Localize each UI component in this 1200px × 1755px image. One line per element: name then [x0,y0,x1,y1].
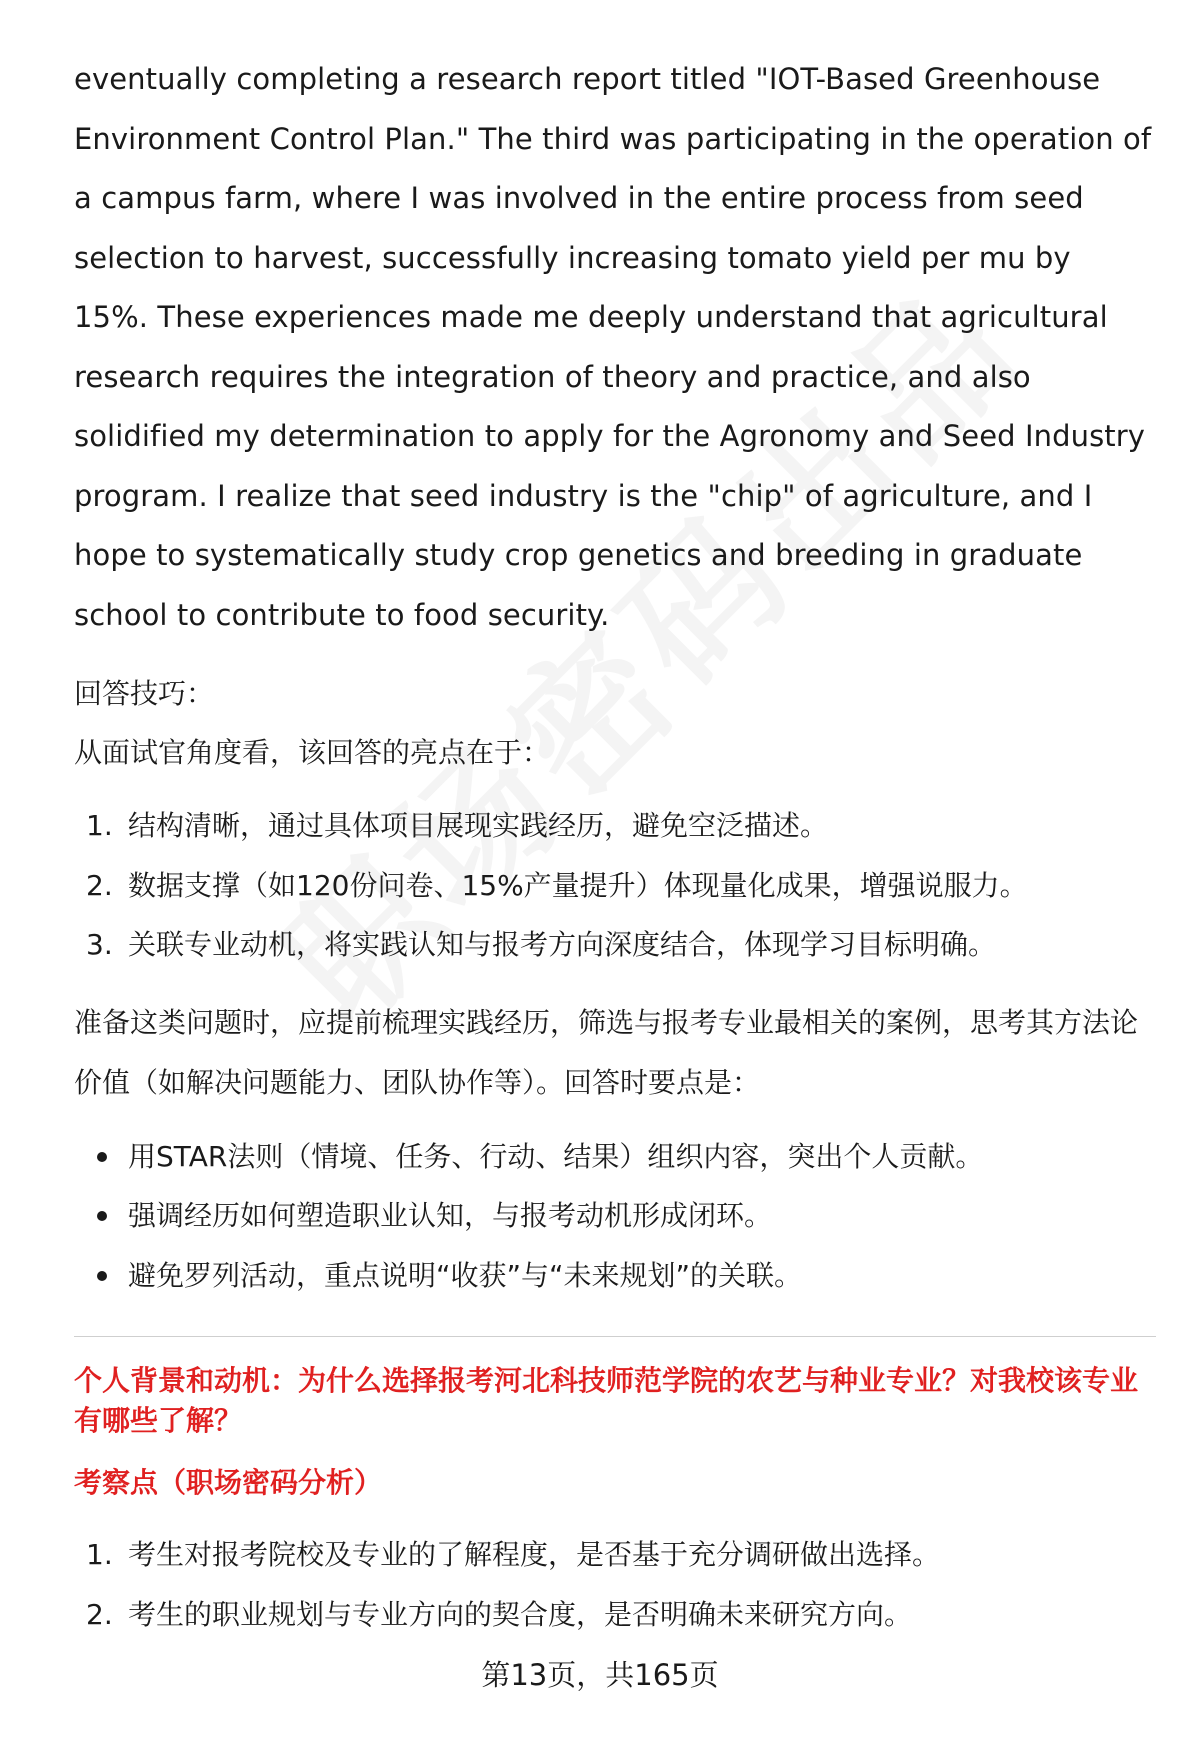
list-text: 结构清晰，通过具体项目展现实践经历，避免空泛描述。 [128,809,829,842]
list-number: 2. [86,1597,113,1631]
list-number: 3. [86,928,113,961]
list-item [74,1525,1154,1585]
answer-paragraph-continued: eventually completing a research report titled "IOT-Based Greenhouse Environment Control Plan." The third was participating in the operation of a campus farm, where I was involved in the entire process from seed selection to harvest, successfully increasing tomato yield per mu by 15%. These experiences made me deeply understand that agricultural research requires the integration of theory and practice, and also solidified my determination to apply for the Agronomy and Seed Industry program. I realize that seed industry is the "chip" of agriculture, and I hope to systematically study crop genetics and breeding in graduate school to contribute to food security. [74,62,1152,632]
list-item [74,1246,1154,1306]
bullet-icon [97,1211,107,1221]
page-number-footer: 第13页，共165页 [481,1658,719,1692]
section-divider [74,1336,1156,1337]
highlights-label: 从面试官角度看，该回答的亮点在于： [74,736,551,769]
list-item [74,1127,1154,1187]
list-text: 避免罗列活动，重点说明“收获”与“未来规划”的关联。 [128,1258,803,1292]
list-text: 考生对报考院校及专业的了解程度，是否基于充分调研做出选择。 [128,1538,941,1571]
exam-points-heading: 考察点（职场密码分析） [74,1466,383,1499]
list-item [74,796,1154,856]
key-points-list [74,1127,1154,1306]
tips-label: 回答技巧： [74,677,215,710]
list-text: 数据支撑（如120份问卷、15%产量提升）体现量化成果，增强说服力。 [128,868,1028,902]
list-text: 用STAR法则（情境、任务、行动、结果）组织内容，突出个人贡献。 [128,1139,984,1173]
list-number: 1. [86,1538,113,1571]
bullet-icon [97,1271,107,1281]
list-number: 1. [86,809,113,842]
list-text: 关联专业动机，将实践认知与报考方向深度结合，体现学习目标明确。 [128,928,997,961]
list-text: 考生的职业规划与专业方向的契合度，是否明确未来研究方向。 [128,1597,913,1631]
highlights-list [74,796,1154,975]
exam-points-list [74,1525,1154,1644]
list-number: 2. [86,868,113,902]
list-item [74,1186,1154,1246]
page-content [74,50,1154,1644]
list-item [74,856,1154,916]
list-text: 强调经历如何塑造职业认知，与报考动机形成闭环。 [128,1199,773,1232]
bullet-icon [97,1152,107,1162]
preparation-paragraph: 准备这类问题时，应提前梳理实践经历，筛选与报考专业最相关的案例，思考其方法论价值（如解决问题能力、团队协作等）。回答时要点是： [74,1005,1139,1099]
list-item [74,915,1154,975]
question-heading: 个人背景和动机：为什么选择报考河北科技师范学院的农艺与种业专业？对我校该专业有哪些了解？ [74,1364,1139,1437]
list-item [74,1585,1154,1645]
